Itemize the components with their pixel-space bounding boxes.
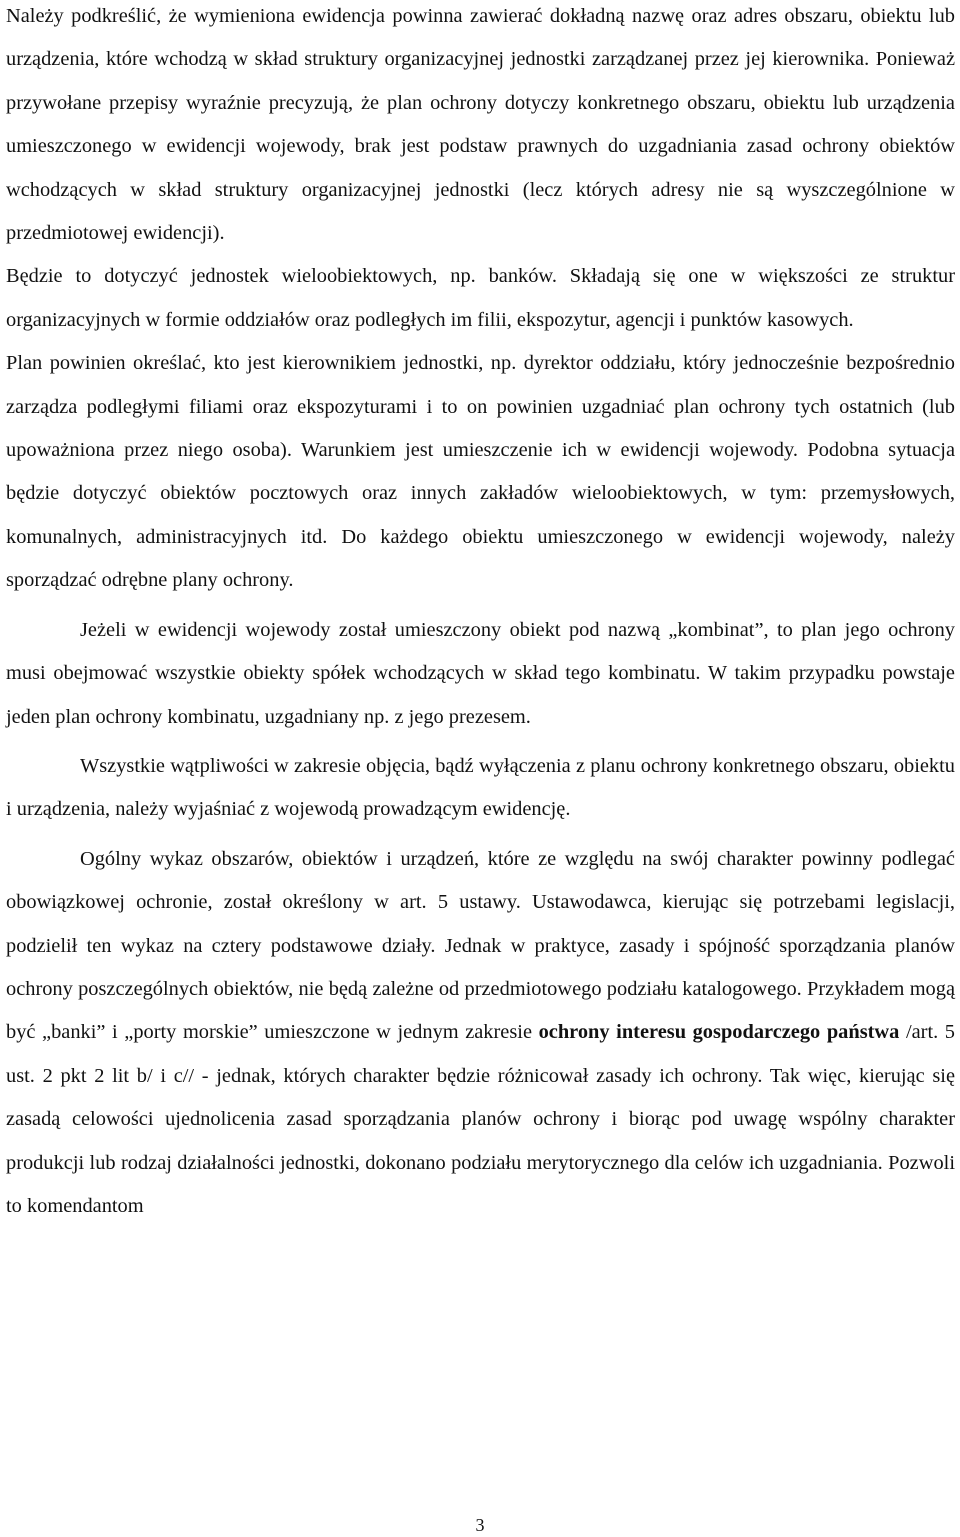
paragraph-multi-object-units: Będzie to dotyczyć jednostek wieloobiektowych, np. banków. Składają się one w większości ze struktur organizacyjnych w formie oddziałów oraz podległych im filii, ekspozytur, agencji i punktów kasowych. [6, 265, 955, 331]
paragraph-evidence-requirements: Należy podkreślić, że wymieniona ewidencja powinna zawierać dokładną nazwę oraz adres obszaru, obiektu lub urządzenia, które wchodzą w skład struktury organizacyjnej jednostki zarządzanej przez jej kierownika. Ponieważ przywołane przepisy wyraźnie precyzują, że plan ochrony dotyczy konkretnego obszaru, obiektu lub urządzenia umieszczonego w ewidencji wojewody, brak jest podstaw prawnych do uzgadniania zasad ochrony obiektów wchodzących w skład struktury organizacyjnej jednostki (lecz których adresy nie są wyszczególnione w przedmiotowej ewidencji). [6, 5, 955, 245]
paragraph-doubts: Wszystkie wątpliwości w zakresie objęcia, bądź wyłączenia z planu ochrony konkretnego obszaru, obiektu i urządzenia, należy wyjaśniać z wojewodą prowadzącym ewidencję. [6, 754, 955, 821]
paragraph-general-list [6, 838, 955, 1229]
bold-phrase-economic-interest: ochrony interesu gospodarczego państwa [538, 1021, 900, 1044]
document-page [6, 0, 955, 1228]
paragraph-plan-head-of-unit: Plan powinien określać, kto jest kierownikiem jednostki, np. dyrektor oddziału, który jednocześnie bezpośrednio zarządza podległymi filiami oraz ekspozyturami i to on powinien uzgadniać plan ochrony tych ostatnich (lub upoważniona przez niego osoba). Warunkiem jest umieszczenie ich w ewidencji wojewody. Podobna sytuacja będzie dotyczyć obiektów pocztowych oraz innych zakładów wieloobiektowych, w tym: przemysłowych, komunalnych, administracyjnych itd. Do każdego obiektu umieszczonego w ewidencji wojewody, należy sporządzać odrębne plany ochrony. [6, 352, 955, 592]
paragraph-kombinat: Jeżeli w ewidencji wojewody został umieszczony obiekt pod nazwą „kombinat”, to plan jego ochrony musi obejmować wszystkie obiekty spółek wchodzących w skład tego kombinatu. W takim przypadku powstaje jeden plan ochrony kombinatu, uzgadniany np. z jego prezesem. [6, 618, 955, 728]
general-list-text-end: /art. 5 ust. 2 pkt 2 lit b/ i c// - jednak, których charakter będzie różnicował zasady ich ochrony. Tak więc, kierując się zasadą celowości ujednolicenia zasad sporządzania planów ochrony i biorąc pod uwagę wspólny charakter produkcji lub rodzaj działalności jednostki, dokonano podziału merytorycznego dla celów ich uzgadniania. Pozwoli to komendantom [6, 1021, 955, 1217]
general-list-text-start: Ogólny wykaz obszarów, obiektów i urządzeń, które ze względu na swój charakter powinny podlegać obowiązkowej ochronie, został określony w art. 5 ustawy. Ustawodawca, kierując się potrzebami legislacji, podzielił ten wykaz na cztery podstawowe działy. Jednak w praktyce, zasady i spójność sporządzania planów ochrony poszczególnych obiektów, nie będą zależne od przedmiotowego podziału katalogowego. Przykładem mogą być „banki” i „porty morskie” umieszczone w jednym zakresie [6, 847, 955, 1044]
page-number: 3 [475, 1515, 485, 1535]
